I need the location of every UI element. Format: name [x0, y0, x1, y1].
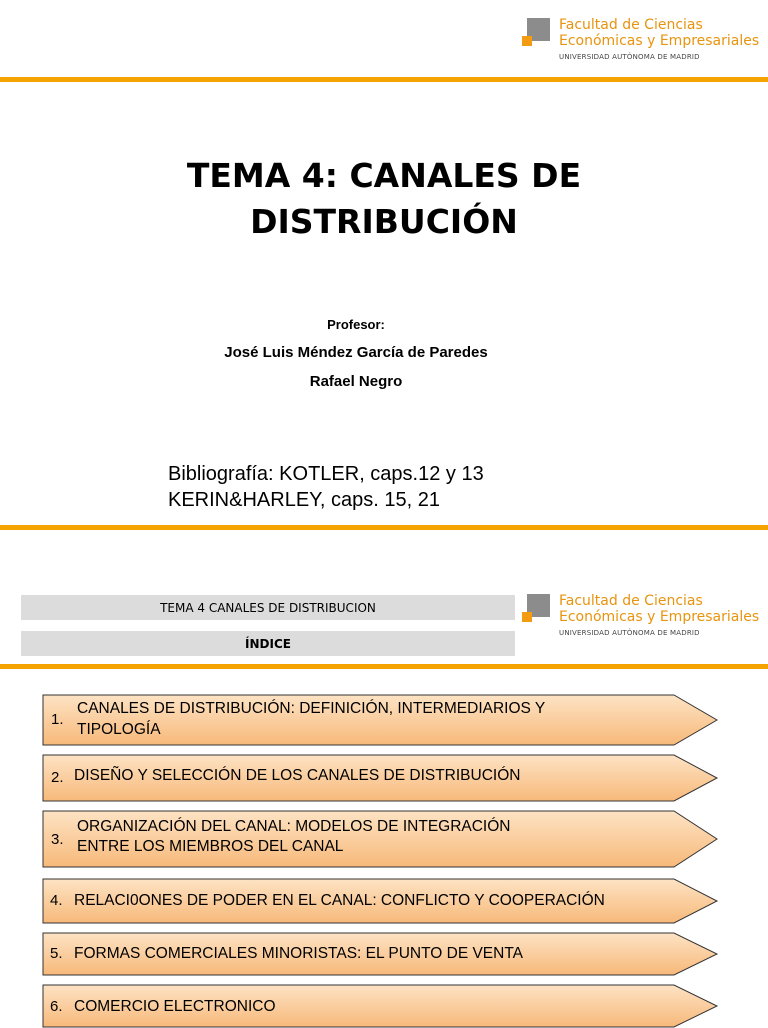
logo-university-slide2: UNIVERSIDAD AUTÓNOMA DE MADRID [559, 629, 700, 637]
bibliography-line-2: KERIN&HARLEY, caps. 15, 21 [168, 489, 440, 511]
slide-title-line-1: TEMA 4: CANALES DE [186, 156, 582, 195]
slide-title-line-2: DISTRIBUCIÓN [250, 202, 518, 241]
faculty-logo-icon [522, 18, 550, 46]
index-item-4-number: 4. [50, 892, 63, 909]
index-item-5-number: 5. [50, 945, 63, 962]
professor-label: Profesor: [327, 317, 385, 332]
index-item-1-number: 1. [51, 711, 64, 728]
logo-line-2: Económicas y Empresariales [559, 33, 760, 49]
slide2-header-subtitle [21, 631, 515, 656]
index-item-5-line-1: FORMAS COMERCIALES MINORISTAS: EL PUNTO DE VENTA [74, 945, 523, 962]
slide-title [0, 153, 768, 245]
top-rule-slide2 [0, 664, 768, 669]
faculty-logo [522, 17, 759, 62]
index-item-2-line-1: DISEÑO Y SELECCIÓN DE LOS CANALES DE DISTRIBUCIÓN [74, 767, 521, 784]
slide2-header-title [21, 595, 515, 620]
bibliography-line-1: Bibliografía: KOTLER, caps.12 y 13 [168, 463, 484, 485]
professor-name-1: José Luis Méndez García de Paredes [224, 344, 488, 361]
index-item-4 [42, 878, 718, 924]
logo-line-1-slide2: Facultad de Ciencias [559, 593, 703, 609]
index-item-6-number: 6. [50, 998, 63, 1015]
faculty-logo-icon-slide2 [522, 594, 550, 622]
faculty-logo-slide2 [522, 593, 759, 638]
bottom-rule-slide1 [0, 525, 768, 530]
index-item-2 [42, 754, 718, 802]
logo-line-2-slide2: Económicas y Empresariales [559, 609, 760, 625]
index-item-6-line-1: COMERCIO ELECTRONICO [74, 998, 276, 1015]
index-item-3-line-1: ORGANIZACIÓN DEL CANAL: MODELOS DE INTEGRACIÓN [77, 818, 511, 835]
top-rule-slide1 [0, 77, 768, 82]
index-item-6 [42, 984, 718, 1028]
logo-line-1: Facultad de Ciencias [559, 17, 703, 33]
index-item-3-number: 3. [51, 831, 64, 848]
index-item-5 [42, 932, 718, 976]
index-item-2-number: 2. [51, 769, 64, 786]
slide2-header-title-text: TEMA 4 CANALES DE DISTRIBUCION [160, 600, 376, 615]
slide2-header-subtitle-text: ÍNDICE [245, 636, 291, 651]
index-item-1 [42, 694, 718, 746]
index-item-4-line-1: RELACI0ONES DE PODER EN EL CANAL: CONFLICTO Y COOPERACIÓN [74, 892, 605, 909]
logo-university: UNIVERSIDAD AUTÓNOMA DE MADRID [559, 53, 700, 61]
index-item-1-line-2: TIPOLOGÍA [77, 721, 161, 738]
index-item-3 [42, 810, 718, 868]
index-item-3-line-2: ENTRE LOS MIEMBROS DEL CANAL [77, 838, 344, 855]
professor-name-2: Rafael Negro [309, 373, 403, 390]
index-item-1-line-1: CANALES DE DISTRIBUCIÓN: DEFINICIÓN, INTERMEDIARIOS Y [77, 700, 546, 717]
